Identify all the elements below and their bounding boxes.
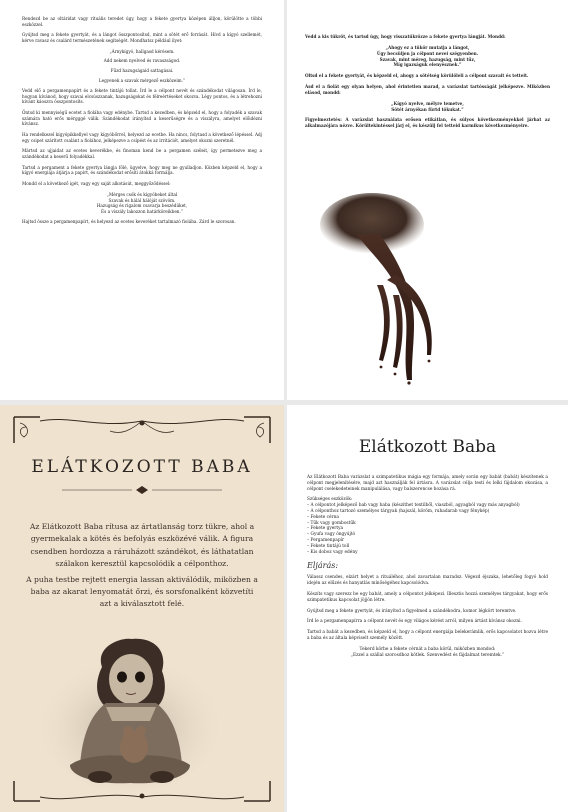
incantation-verse: [305, 101, 550, 112]
paragraph: Válassz csendes, elzárt helyet a rituáléhoz, ahol zavartalan maradsz. Végezd éjszaka, lehetőleg fogyó hold idején az elűzés és hanyatlás mínőségéhez kapcsolódva.: [307, 575, 548, 587]
list-item: – A célpontot jelképező bab vagy baba (készíthet textilből, viaszból, agyagból vagy más anyagból): [307, 503, 520, 509]
paragraph: A puha testbe rejtett energia lassan aktiválódik, miközben a baba az akarat lenyomatát őrzi, és sorsfonalként közvetíti azt a kiválasztott felé.: [26, 574, 258, 609]
title-divider: [58, 485, 226, 495]
paragraph: Gyújtsd meg a fekete gyertyát, és a lángot összpontosítsd, mint a sötét erő forrását. Hívd a kígyó szellemét, kérve ravasz és csalárd természetének segítségét. Mondhatsz például ilyet:: [22, 32, 262, 43]
page-4: [287, 405, 568, 812]
ornamental-border-bottom: [10, 779, 274, 805]
paragraph: Gyújtsd meg a fekete gyertyát, és irányítsd a figyelmed a szándékodra, komor légkört teremtve.: [307, 608, 517, 614]
paragraph: Oltsd el a fekete gyertyát, és képzeld el, ahogy a sötétség körülöleli a célpont szavait és tetteit.: [305, 72, 529, 78]
list-item: – Kis doboz vagy edény: [307, 549, 358, 555]
paragraph: Rendezd be az oltáridat vagy rituális teredet úgy, hogy a fekete gyertya középen álljon, körülötte a többi eszközzel.: [22, 16, 262, 27]
tentacle-illustration: [317, 185, 447, 390]
paragraph: „Ezzel a szállal szorosdhoz kötlek. Szenvedést és fájdalmat teremtek.”: [350, 652, 505, 658]
list-item: – Fekete gyertya: [307, 526, 344, 532]
intro-text: [26, 521, 258, 614]
paragraph: Mártsd az ujjaidat az ecetes keverékbe, és finoman kend be a pergamen széleit, így permetezve meg a szándékodat a keserű folyadékkal.: [22, 148, 262, 160]
page-1: [0, 0, 284, 400]
verse-line: Úgy becsüljen ja célpont nevei szégyenben.: [376, 51, 479, 56]
verse-line: Add nekem nyelved és ravaszságod.: [103, 58, 181, 64]
verse-line: Míg igazságuk elenyésznek.”: [393, 62, 462, 68]
verse-line: Szavak, mint méreg, hazugság, mint tűz,: [379, 56, 476, 62]
paragraph: Írd le a pergamenpapírra a célpont nevét és egy világos kérést arról, milyen ártást kívánsz okozni.: [307, 619, 522, 625]
incantation-verse: [305, 45, 550, 67]
paragraph: Hajtsd össze a pergamenpapírt, és helyezd az ecetes keveréket tartalmazó fiolába. Zárd le szorosan.: [22, 219, 236, 225]
verse-line: És a viszály lakozzon határköreikben.”: [101, 208, 183, 214]
paragraph: Tartsd a babát a kezedben, és képzeld el, hogy a célpont energiája belekerámlik, erős kapcsolatot hozva létre a baba és az általa képviselt személy között.: [307, 630, 548, 641]
paragraph: Tekerd körbe a fekete cérnát a baba körül, miközben mondod:: [359, 646, 496, 652]
verse-line: Hazugság és rigalom csavarja beszédüket,: [96, 203, 188, 209]
list-heading: Szükséges eszközök:: [307, 497, 353, 503]
list-item: – A célponthoz tartozó személyes tárgyak (hajszál, köröm, ruhadarab vagy fénykép): [307, 508, 490, 514]
paragraph: Tartsd a pergament a fekete gyertya lángja fölé, ügyelve, hogy meg ne gyulladjon. Közben képzeld el, hogy a kígyó energiája átjárja a papírt, és szándékodat erősíti átokká formálja.: [22, 164, 262, 176]
list-item: – Pergamenpapír: [307, 537, 344, 543]
verse-line: „Kígyó nyelve, mélyre temetve,: [391, 101, 464, 106]
paragraph: Öntsd ki mennyiségű ecetet a fiolába vagy edénybe. Tartsd a kezedben, és képzeld el, hogy a folyadék a szavak számára ható erős mérgggé válik. Szándékodat irányítsd a keserűségre és a viszályra, amelyet előidézni kívánsz.: [22, 110, 262, 127]
paragraph: Az Elátkozott Baba varázslat a szimpatetikus mágia egy formája, amely során egy babát (babát) készítenek a célpont megjelenítésére, majd azt használják fel ártásra. A varázslat célja testi és lelki fájdalom okozása, a célpont cselekedeteinek manipulálása, vagy balszerencse hozása rá.: [307, 475, 548, 492]
paragraph: Készíts vagy szerezz be egy babát, amely a célpontot jelképezi. Illesztis hozzá személyes tárgyakat, hogy erős szimpatetikus kapcsolat jöjjön létre.: [307, 591, 548, 603]
page-title: Elátkozott Baba: [358, 437, 497, 457]
paragraph: Vedd elő a pergamenpapírt és a fekete tintájú tollat. Írd le a célpont nevét és szándékodat világosan. Írd le, hogyan kívánod, hogy szavai elcsúszzanak, hazugságokat és félreértéseket okozva. Légy pontos, és a létrehozni kívánt káoszra összpontosíts.: [22, 88, 262, 105]
list-item: – Fekete tintájú toll: [307, 543, 350, 549]
paragraph: Mondd el a következő igét, vagy egy saját alkotásút, meggyőződéssel:: [22, 181, 171, 187]
list-item: – Gyufa vagy öngyújtó: [307, 532, 356, 538]
paragraph: Ásd el a fiolát egy olyan helyen, ahol érintetlen marad, a varázslat tartósságát jelképezve. Miközben elásod, mondd:: [305, 84, 550, 95]
verse-line: „Ahogy ez a tükör mutatja a lángot,: [385, 45, 470, 51]
procedure-heading: Eljárás:: [307, 561, 339, 571]
cursed-doll-illustration: [40, 637, 220, 792]
page-3: [0, 405, 284, 812]
paragraph: Vedd a kis tükröt, és tartsd úgy, hogy visszatükrözze a fekete gyertya lángját. Mondd:: [305, 34, 506, 39]
verse-line: „Árnykígyó, hallgasd kérésem.: [109, 48, 175, 54]
page-2: [287, 0, 568, 400]
verse-line: Legyenek a szavak mérgező eszközeim.”: [98, 77, 186, 83]
paragraph: Az Elátkozott Baba rítusa az ártatlanság torz tükre, ahol a gyermekalak a kötés és befolyás eszközévé válik. A figura csendben hordozza a ráruházott szándékot, és láthatatlan szálakon keresztül kapcsolódik a célponthoz.: [29, 522, 255, 569]
warning-text: Figyelmeztetés: A varázslat használata erősen etikátlan, és súlyos következményekkel járhat az alkalmazójára nézve. Körültekintéssel járj el, és készülj fel tetteid karmikus következményeire.: [305, 117, 550, 128]
ornamental-border-top: [10, 413, 274, 449]
incantation-verse: [22, 49, 262, 83]
section-title: ELÁTKOZOTT BABA: [31, 457, 253, 477]
verse-line: Fűzd hazugságaid sattagásai.: [110, 67, 174, 73]
list-item: – Fekete cérna: [307, 514, 339, 520]
verse-line: Szavak és hálál hálóját szövöm.: [108, 197, 176, 203]
verse-line: „Mérges csók és kígyóbeket által: [106, 191, 178, 197]
verse-line: Sötét árnyékan fürtd tökukat.”: [391, 106, 464, 112]
paragraph: Ha rendelkezel kígyópikkellyel vagy kígyóbőrrel, helyezd az ecetbe. Ha nincs, folytasd a következő lépéssel. Adj egy csipet szárított csalánt a fiolához, jelképezve a csípést és az irritációt, amelyet okozni szeretnél.: [22, 132, 262, 143]
incantation-verse: [22, 192, 262, 214]
list-item: – Tűk vagy gombostűk: [307, 520, 356, 526]
ingredients-list: [307, 503, 548, 555]
